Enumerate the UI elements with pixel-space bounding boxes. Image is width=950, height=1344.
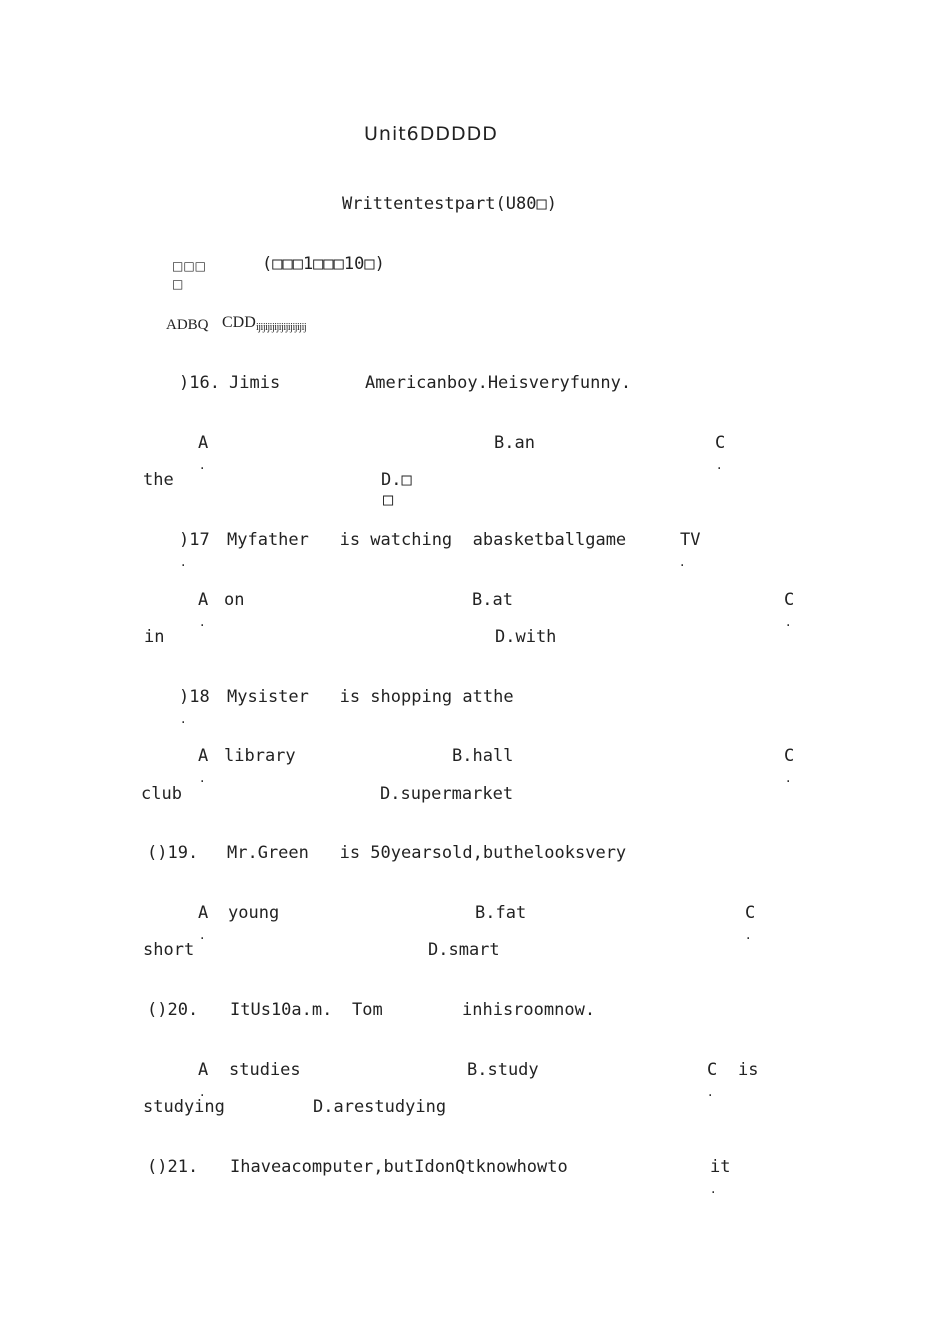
option-a-letter: A	[198, 746, 209, 766]
option-d: D.smart	[428, 940, 500, 960]
option-a-dot: .	[200, 770, 205, 786]
option-c-letter: C	[707, 1060, 718, 1080]
option-c-letter: C	[715, 433, 726, 453]
question-text: Mr.Green is 50yearsold,buthelooksvery	[227, 843, 627, 863]
option-c-text: club	[141, 784, 182, 804]
question-text: Ihaveacomputer,butIdonQtknowhowto	[230, 1157, 568, 1177]
option-c-dot: .	[708, 1084, 713, 1100]
question-text: ItUs10a.m.	[230, 1000, 333, 1020]
answer-text: CDD	[222, 314, 256, 331]
option-a-letter: A	[198, 1060, 209, 1080]
option-c-text: short	[143, 940, 195, 960]
option-c-letter: C	[784, 590, 795, 610]
question-text: Myfather is watching abasketballgame	[227, 530, 627, 550]
option-c-dot: .	[786, 770, 791, 786]
option-a-text: the	[143, 470, 174, 490]
question-text: Jimis	[229, 373, 281, 393]
option-a-letter: A	[198, 433, 209, 453]
option-a-letter: A	[198, 903, 209, 923]
option-c-text: in	[144, 627, 165, 647]
option-d: D.arestudying	[313, 1097, 447, 1117]
option-a-text: library	[224, 746, 296, 766]
option-b: B.hall	[452, 746, 514, 766]
question-number: ()21.	[147, 1157, 199, 1177]
section-marker: □□□	[172, 259, 207, 273]
subtitle: Writtentestpart(U80□)	[342, 194, 557, 214]
question-number: ()19.	[147, 843, 199, 863]
option-c-letter: C	[784, 746, 795, 766]
option-a-dot: .	[200, 614, 205, 630]
answer-prefix: ADBQ	[166, 317, 209, 333]
option-c-dot: .	[786, 614, 791, 630]
option-a-text: on	[224, 590, 245, 610]
option-b: B.at	[472, 590, 513, 610]
question-number: )16.	[179, 373, 220, 393]
page-title: Unit6DDDDD	[364, 123, 498, 145]
question-text-2: Americanboy.Heisveryfunny.	[365, 373, 632, 393]
answer-garbled: ijijijijijijijijijijij	[256, 322, 307, 333]
option-c-text: is	[738, 1060, 759, 1080]
option-d: D.with	[495, 627, 557, 647]
question-text-2: it	[710, 1157, 731, 1177]
option-c-dot: .	[746, 927, 751, 943]
option-a-text: studies	[229, 1060, 301, 1080]
option-b: B.fat	[475, 903, 527, 923]
option-c-dot: .	[717, 457, 722, 473]
option-a-text: young	[228, 903, 280, 923]
option-a-dot: .	[200, 457, 205, 473]
option-d: D.□	[381, 470, 412, 490]
question-text: Mysister is shopping atthe	[227, 687, 514, 707]
option-a-dot: .	[200, 1084, 205, 1100]
question-number: )17	[179, 530, 210, 550]
option-a-letter: A	[198, 590, 209, 610]
option-a-dot: .	[200, 927, 205, 943]
question-number: ()20.	[147, 1000, 199, 1020]
section-instructions: (□□□1□□□10□)	[262, 254, 385, 274]
text-dot: .	[711, 1181, 716, 1197]
option-b: B.an	[494, 433, 535, 453]
option-b: B.study	[467, 1060, 539, 1080]
text-dot: .	[680, 554, 685, 570]
option-d: D.supermarket	[380, 784, 514, 804]
question-number: )18	[179, 687, 210, 707]
number-dot: .	[181, 554, 186, 570]
question-text-2: Tom	[352, 1000, 383, 1020]
option-c-letter: C	[745, 903, 756, 923]
question-text-2: TV	[680, 530, 701, 550]
option-d-cont: □	[383, 490, 394, 510]
question-text-3: inhisroomnow.	[462, 1000, 596, 1020]
option-c-text-2: studying	[143, 1097, 225, 1117]
number-dot: .	[181, 711, 186, 727]
section-marker-2: □	[172, 277, 184, 291]
